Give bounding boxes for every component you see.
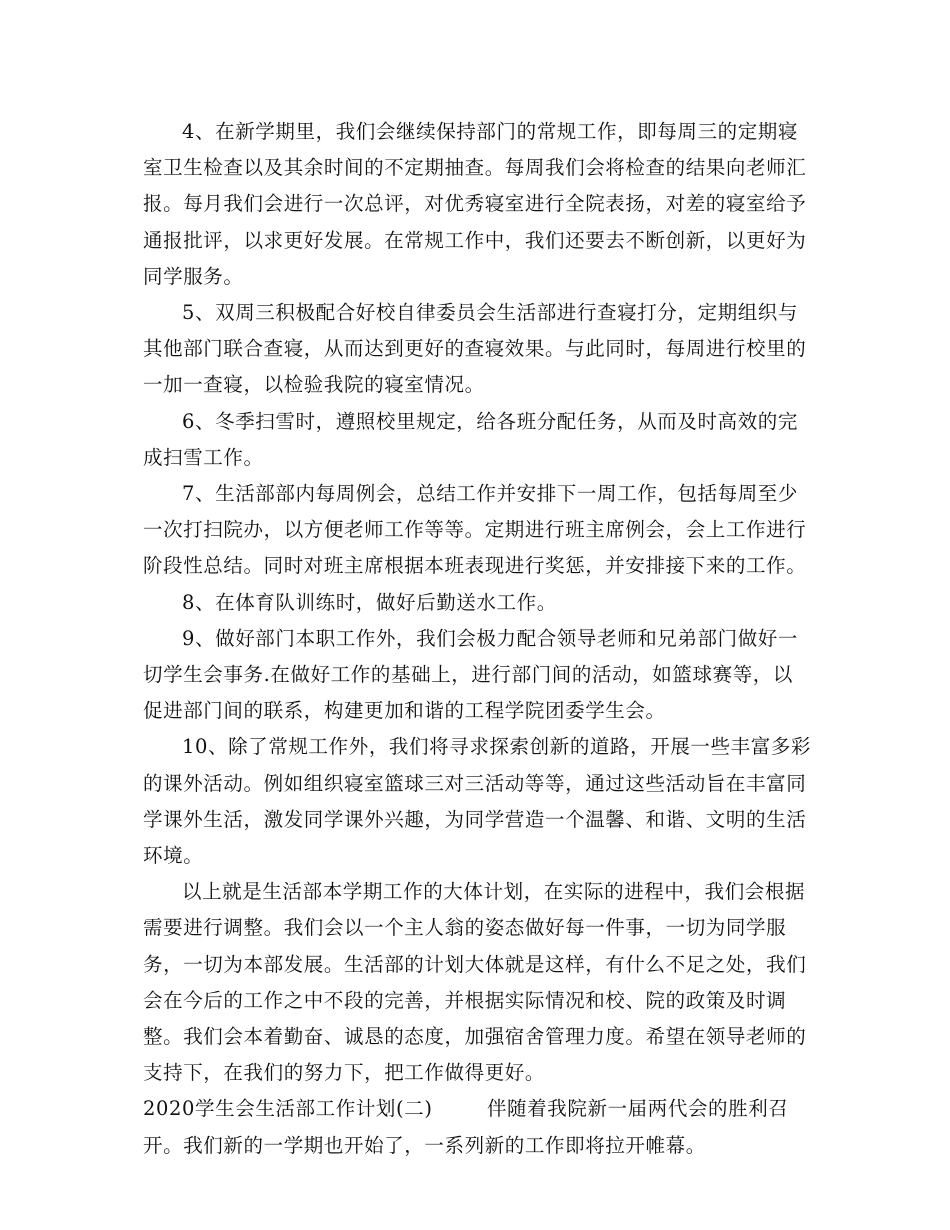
paragraph-item-5: 5、双周三积极配合好校自律委员会生活部进行查寝打分，定期组织与其他部门联合查寝，从而达到更好的查寝效果。与此同时，每周进行校里的一加一查寝，以检验我院的寝室情况。 bbox=[143, 301, 807, 397]
section-two-paragraph bbox=[143, 1091, 813, 1163]
paragraph-item-4: 4、在新学期里，我们会继续保持部门的常规工作，即每周三的定期寝室卫生检查以及其余时间的不定期抽查。每周我们会将检查的结果向老师汇报。每月我们会进行一次总评，对优秀寝室进行全院表扬，对差的寝室给予通报批评，以求更好发展。在常规工作中，我们还要去不断创新，以更好为同学服务。 bbox=[143, 120, 807, 288]
paragraph-item-6: 6、冬季扫雪时，遵照校里规定，给各班分配任务，从而及时高效的完成扫雪工作。 bbox=[143, 409, 799, 469]
paragraph-item-7: 7、生活部部内每周例会，总结工作并安排下一周工作，包括每周至少一次打扫院办，以方便老师工作等等。定期进行班主席例会，会上工作进行阶段性总结。同时对班主席根据本班表现进行奖惩，并安排接下来的工作。 bbox=[143, 482, 807, 578]
heading-gap bbox=[433, 1097, 487, 1120]
paragraph-item-10: 10、除了常规工作外，我们将寻求探索创新的道路，开展一些丰富多彩的课外活动。例如组织寝室篮球三对三活动等等，通过这些活动旨在丰富同学课外生活，激发同学课外兴趣，为同学营造一个温馨、和谐、文明的生活环境。 bbox=[143, 735, 812, 868]
closing-text: 伴随着我院新一届两代会的胜利召开。我们新的一学期也开始了，一系列新的工作即将拉开帷幕。 bbox=[143, 1097, 789, 1157]
document-body bbox=[143, 114, 813, 1164]
summary-paragraph: 以上就是生活部本学期工作的大体计划，在实际的进程中，我们会根据需要进行调整。我们会以一个主人翁的姿态做好每一件事，一切为同学服务，一切为本部发展。生活部的计划大体就是这样，有什么不足之处，我们会在今后的工作之中不段的完善，并根据实际情况和校、院的政策及时调整。我们会本着勤奋、诚恳的态度，加强宿舍管理力度。希望在领导老师的支持下，在我们的努力下，把工作做得更好。 bbox=[143, 880, 807, 1085]
paragraph-item-8: 8、在体育队训练时，做好后勤送水工作。 bbox=[182, 590, 557, 614]
paragraph-item-9: 9、做好部门本职工作外，我们会极力配合领导老师和兄弟部门做好一切学生会事务.在做好工作的基础上，进行部门间的活动，如篮球赛等，以促进部门间的联系，构建更加和谐的工程学院团委学生会。 bbox=[143, 626, 799, 723]
section-heading: 2020学生会生活部工作计划(二) bbox=[143, 1097, 433, 1121]
